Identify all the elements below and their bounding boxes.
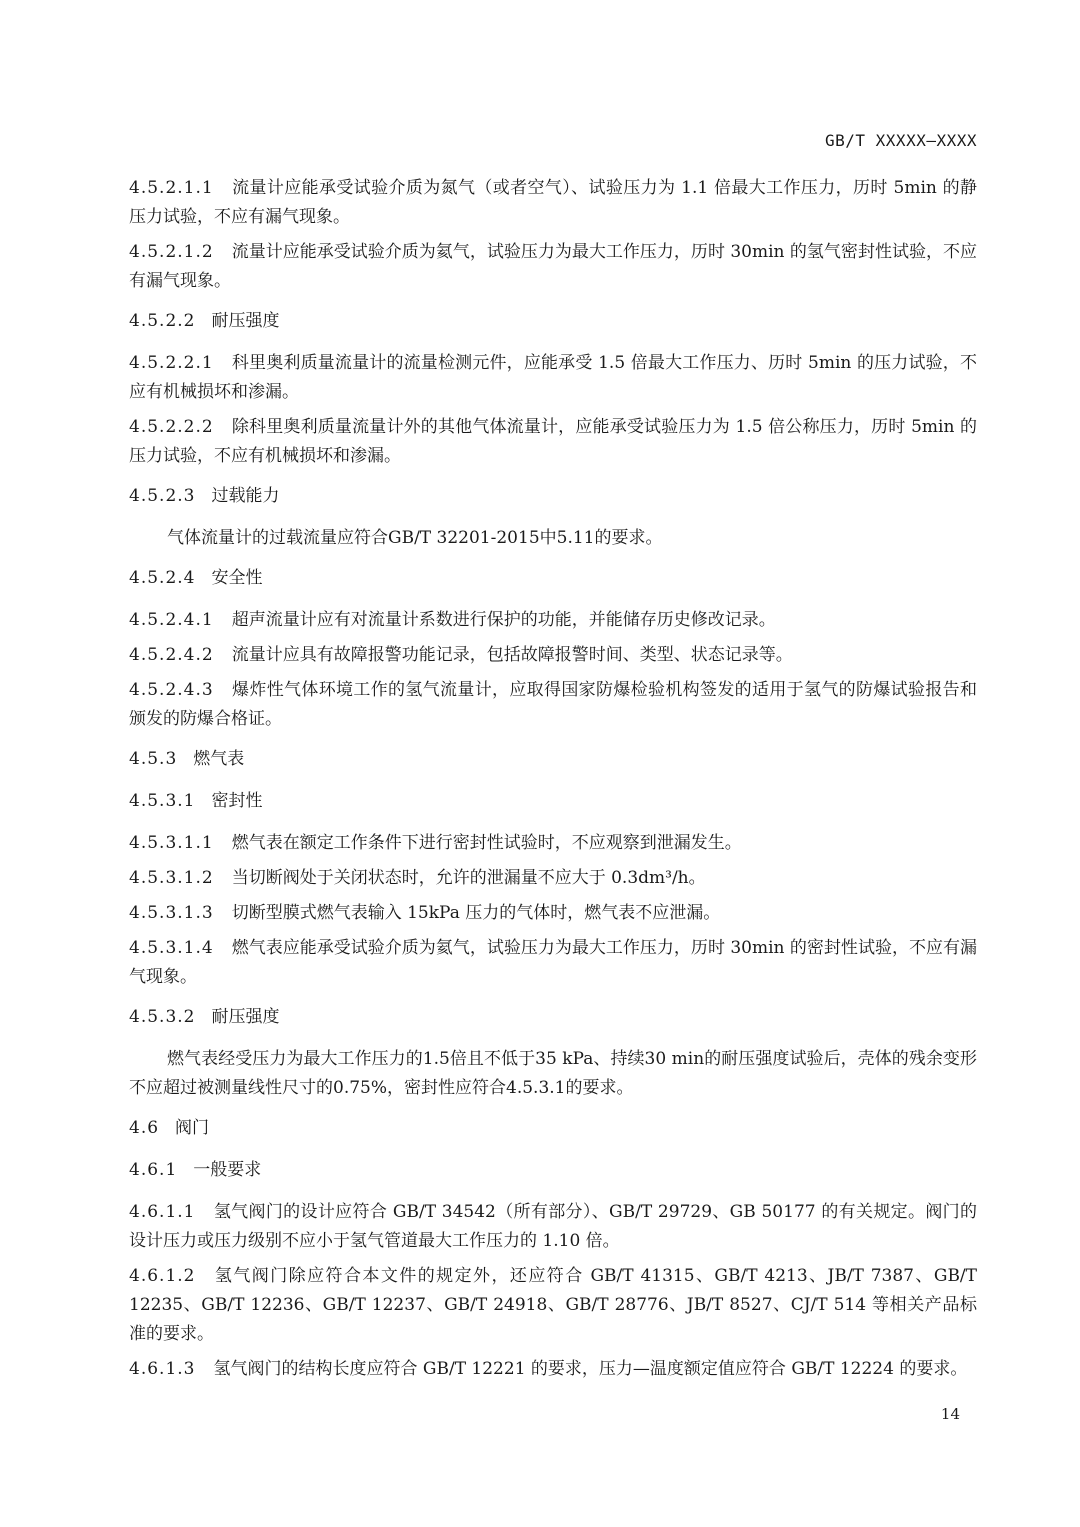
section-heading <box>129 1003 977 1032</box>
clause-text: 科里奥利质量流量计的流量检测元件，应能承受 1.5 倍最大工作压力、历时 5min 的压力试验，不应有机械损坏和渗漏。 <box>129 353 977 402</box>
clause-number: 4.5.3.1.4 <box>129 938 214 958</box>
clause-text: 燃气表应能承受试验介质为氦气，试验压力为最大工作压力，历时 30min 的密封性试验，不应有漏气现象。 <box>129 938 977 987</box>
clause-number: 4.6.1.1 <box>129 1202 196 1222</box>
heading-number: 4.5.2.3 <box>129 486 196 506</box>
clause-text: 燃气表在额定工作条件下进行密封性试验时，不应观察到泄漏发生。 <box>231 833 742 853</box>
clause-number: 4.5.2.4.3 <box>129 680 214 700</box>
paragraph: 气体流量计的过载流量应符合GB/T 32201-2015中5.11的要求。 <box>167 528 663 548</box>
clause-text: 氢气阀门除应符合本文件的规定外，还应符合 GB/T 41315、GB/T 4213、JB/T 7387、GB/T 12235、GB/T 12236、GB/T 12237、GB/T 24918、GB/T 28776、JB/T 8527、CJ/T 514 等相关产品标准的要求。 <box>129 1266 977 1344</box>
clause-text: 爆炸性气体环境工作的氢气流量计，应取得国家防爆检验机构签发的适用于氢气的防爆试验报告和颁发的防爆合格证。 <box>129 680 977 729</box>
heading-number: 4.6.1 <box>129 1160 178 1180</box>
clause-text: 氢气阀门的结构长度应符合 GB/T 12221 的要求，压力—温度额定值应符合 GB/T 12224 的要求。 <box>213 1359 968 1379</box>
clause-text: 当切断阀处于关闭状态时，允许的泄漏量不应大于 0.3dm³/h。 <box>231 868 706 888</box>
section-heading <box>129 1114 977 1143</box>
heading-text: 燃气表 <box>193 749 245 769</box>
clause <box>129 934 977 992</box>
clause <box>129 899 977 928</box>
clause-text: 超声流量计应有对流量计系数进行保护的功能，并能储存历史修改记录。 <box>231 610 776 630</box>
heading-number: 4.5.3.1 <box>129 791 196 811</box>
heading-text: 安全性 <box>211 568 263 588</box>
clause-number: 4.5.3.1.1 <box>129 833 214 853</box>
clause-text: 流量计应具有故障报警功能记录，包括故障报警时间、类型、状态记录等。 <box>231 645 793 665</box>
heading-number: 4.5.3 <box>129 749 178 769</box>
clause <box>129 864 977 893</box>
section-heading <box>129 745 977 774</box>
section-heading <box>129 1156 977 1185</box>
clause-text: 切断型膜式燃气表输入 15kPa 压力的气体时，燃气表不应泄漏。 <box>231 903 721 923</box>
clause <box>129 174 977 232</box>
clause-number: 4.6.1.2 <box>129 1266 196 1286</box>
heading-number: 4.5.3.2 <box>129 1007 196 1027</box>
section-heading <box>129 564 977 593</box>
clause-text: 流量计应能承受试验介质为氦气，试验压力为最大工作压力，历时 30min 的氢气密封性试验，不应有漏气现象。 <box>129 242 977 291</box>
heading-number: 4.6 <box>129 1118 160 1138</box>
paragraph: 燃气表经受压力为最大工作压力的1.5倍且不低于35 kPa、持续30 min的耐压强度试验后，壳体的残余变形不应超过被测量线性尺寸的0.75%，密封性应符合4.5.3.1的要求。 <box>129 1049 977 1098</box>
clause-text: 除科里奥利质量流量计外的其他气体流量计，应能承受试验压力为 1.5 倍公称压力，历时 5min 的压力试验，不应有机械损坏和渗漏。 <box>129 417 977 466</box>
clause-text: 流量计应能承受试验介质为氮气（或者空气）、试验压力为 1.1 倍最大工作压力，历时 5min 的静压力试验，不应有漏气现象。 <box>129 178 977 227</box>
clause <box>129 641 977 670</box>
clause <box>129 238 977 296</box>
heading-text: 阀门 <box>175 1118 210 1138</box>
clause <box>129 413 977 471</box>
section-heading <box>129 307 977 336</box>
heading-text: 过载能力 <box>211 486 280 506</box>
clause-number: 4.5.2.4.1 <box>129 610 214 630</box>
page-number: 14 <box>940 1405 960 1423</box>
document-code: GB/T XXXXX—XXXX <box>825 131 977 150</box>
clause-number: 4.5.2.1.2 <box>129 242 214 262</box>
document-body <box>129 174 977 1390</box>
clause <box>129 829 977 858</box>
clause-number: 4.5.3.1.3 <box>129 903 214 923</box>
heading-text: 耐压强度 <box>211 311 280 331</box>
clause-number: 4.5.3.1.2 <box>129 868 214 888</box>
clause-number: 4.5.2.2.2 <box>129 417 214 437</box>
clause <box>129 1198 977 1256</box>
clause-text: 氢气阀门的设计应符合 GB/T 34542（所有部分）、GB/T 29729、GB 50177 的有关规定。阀门的设计压力或压力级别不应小于氢气管道最大工作压力的 1.10 倍。 <box>129 1202 977 1251</box>
clause-number: 4.5.2.1.1 <box>129 178 214 198</box>
clause <box>129 1262 977 1349</box>
clause <box>129 349 977 407</box>
section-heading <box>129 482 977 511</box>
clause-number: 4.6.1.3 <box>129 1359 196 1379</box>
heading-number: 4.5.2.2 <box>129 311 196 331</box>
section-heading <box>129 787 977 816</box>
clause-number: 4.5.2.2.1 <box>129 353 214 373</box>
heading-text: 耐压强度 <box>211 1007 280 1027</box>
heading-text: 密封性 <box>211 791 263 811</box>
clause-number: 4.5.2.4.2 <box>129 645 214 665</box>
clause <box>129 606 977 635</box>
heading-number: 4.5.2.4 <box>129 568 196 588</box>
heading-text: 一般要求 <box>193 1160 262 1180</box>
clause <box>129 676 977 734</box>
clause <box>129 1355 977 1384</box>
